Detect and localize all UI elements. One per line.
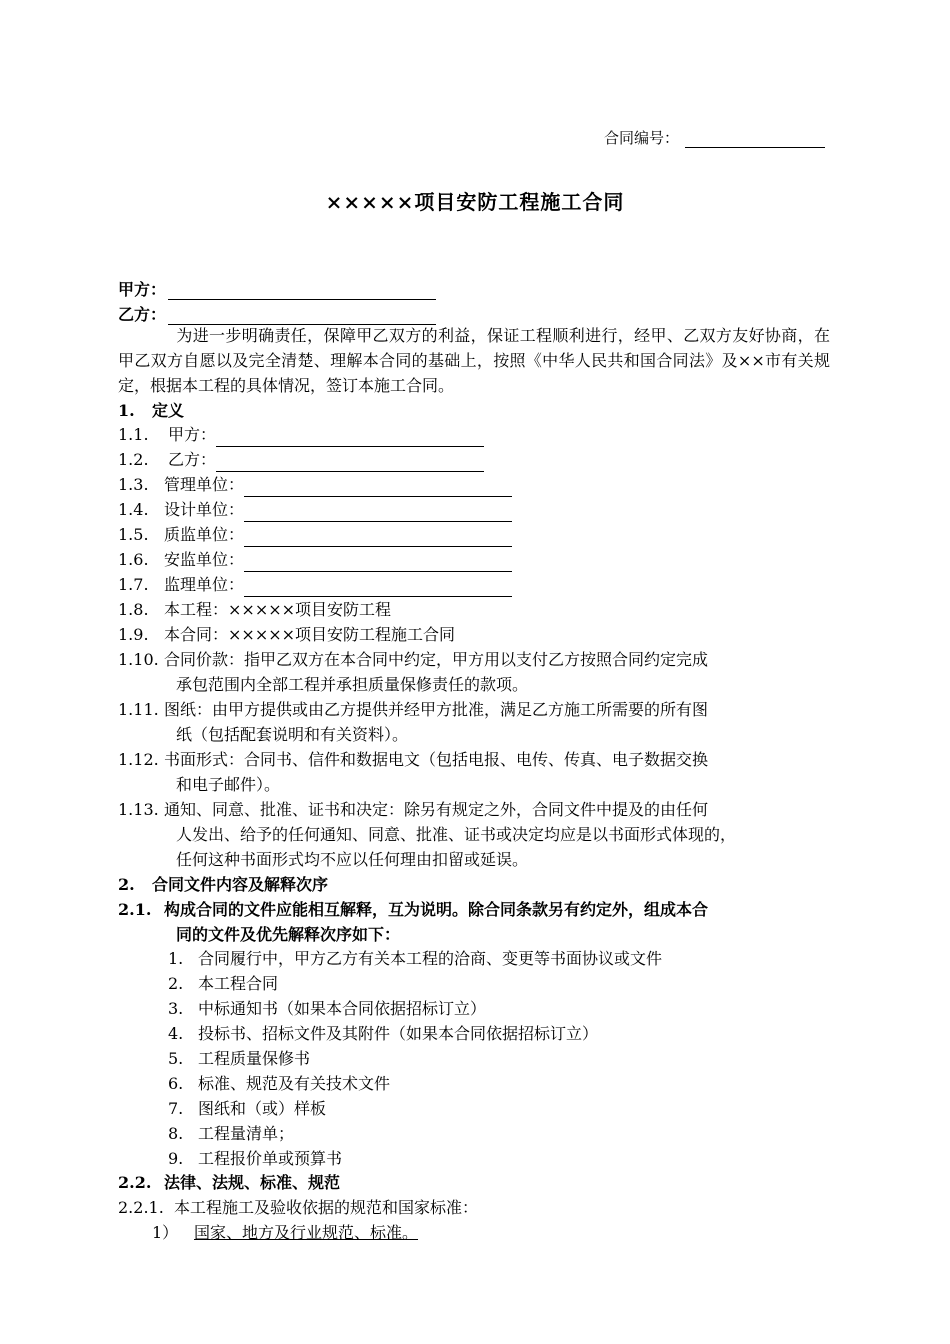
item-text: 合同价款：指甲乙双方在本合同中约定，甲方用以支付乙方按照合同约定完成 xyxy=(164,650,709,669)
list-item-number: 2. xyxy=(168,974,184,993)
section-2-2-number: 2.2. xyxy=(118,1173,152,1192)
definition-blank[interactable] xyxy=(244,554,512,572)
section-2-2-1-number: 2.2.1. xyxy=(118,1198,164,1217)
item-text: 人发出、给予的任何通知、同意、批准、证书或决定均应是以书面形式体现的， xyxy=(176,825,737,844)
list-item xyxy=(168,1046,310,1071)
list-item xyxy=(168,946,662,971)
contract-number-label: 合同编号： xyxy=(604,129,680,147)
definition-blank[interactable] xyxy=(244,479,512,497)
item-text: 书面形式：合同书、信件和数据电文（包括电报、电传、传真、电子数据交换 xyxy=(164,750,709,769)
section-2-2-1 xyxy=(118,1195,478,1220)
list-item-text: 中标通知书（如果本合同依据招标订立） xyxy=(198,999,487,1018)
section-2-1 xyxy=(118,897,708,947)
page-title: ×××××项目安防工程施工合同 xyxy=(325,190,625,214)
section-2-1-text: 构成合同的文件应能相互解释，互为说明。除合同条款另有约定外，组成本合 xyxy=(164,900,709,919)
definition-label: 本工程：×××××项目安防工程 xyxy=(164,600,392,619)
definition-blank[interactable] xyxy=(244,504,512,522)
definition-blank[interactable] xyxy=(216,454,484,472)
definition-number: 1.3. xyxy=(118,475,149,494)
item-number: 1.13. xyxy=(118,800,159,819)
list-item-text: 工程质量保修书 xyxy=(198,1049,311,1068)
item-number: 1.11. xyxy=(118,700,159,719)
list-item-number: 5. xyxy=(168,1049,184,1068)
list-item-number: 7. xyxy=(168,1099,184,1118)
definition-item xyxy=(118,622,455,647)
item-text: 图纸：由甲方提供或由乙方提供并经甲方批准，满足乙方施工所需要的所有图 xyxy=(164,700,709,719)
section-2-2-title: 法律、法规、标准、规范 xyxy=(164,1173,341,1192)
list-item xyxy=(168,971,278,996)
definition-label: 甲方： xyxy=(168,425,217,444)
list-item-text: 投标书、招标文件及其附件（如果本合同依据招标订立） xyxy=(198,1024,599,1043)
item-text: 纸（包括配套说明和有关资料）。 xyxy=(176,725,409,744)
item-number: 1.12. xyxy=(118,750,159,769)
section-1-heading xyxy=(118,398,184,423)
definition-number: 1.5. xyxy=(118,525,149,544)
definition-item xyxy=(118,497,512,522)
list-item xyxy=(168,1021,598,1046)
list-item-number: 8. xyxy=(168,1124,184,1143)
list-item-number: 3. xyxy=(168,999,184,1018)
list-item-text: 图纸和（或）样板 xyxy=(198,1099,327,1118)
definition-number: 1.1. xyxy=(118,425,149,444)
item-text: 承包范围内全部工程并承担质量保修责任的款项。 xyxy=(176,675,529,694)
list-item-number: 4. xyxy=(168,1024,184,1043)
definition-number: 1.6. xyxy=(118,550,149,569)
section-2-2-1-item xyxy=(152,1220,418,1245)
list-item-text: 工程报价单或预算书 xyxy=(198,1149,343,1168)
item-number: 1.10. xyxy=(118,650,159,669)
definition-blank[interactable] xyxy=(216,429,484,447)
definition-item xyxy=(118,547,512,572)
party-a-field xyxy=(118,277,436,300)
party-b-label: 乙方： xyxy=(118,305,167,324)
intro-paragraph xyxy=(118,323,830,398)
item-text: 任何这种书面形式均不应以任何理由扣留或延误。 xyxy=(176,850,529,869)
definition-number: 1.7. xyxy=(118,575,149,594)
list-item xyxy=(168,1096,326,1121)
list-item-text: 本工程合同 xyxy=(198,974,279,993)
list-item xyxy=(168,996,486,1021)
item-1-13 xyxy=(118,797,736,872)
party-a-label: 甲方： xyxy=(118,280,167,299)
item-1-10 xyxy=(118,647,708,697)
definition-label: 乙方： xyxy=(168,450,217,469)
list-item xyxy=(168,1071,390,1096)
definition-number: 1.2. xyxy=(118,450,149,469)
item-1-11 xyxy=(118,697,708,747)
section-1-number: 1. xyxy=(118,401,135,420)
definition-blank[interactable] xyxy=(244,529,512,547)
definition-label: 管理单位： xyxy=(164,475,245,494)
definition-number: 1.9. xyxy=(118,625,149,644)
section-1-title: 定义 xyxy=(152,401,185,420)
definition-item xyxy=(118,597,391,622)
definition-label: 设计单位： xyxy=(164,500,245,519)
contract-number xyxy=(604,127,825,148)
section-2-title: 合同文件内容及解释次序 xyxy=(152,875,329,894)
contract-number-blank[interactable] xyxy=(685,132,825,148)
definition-label: 质监单位： xyxy=(164,525,245,544)
list-item-text: 工程量清单； xyxy=(198,1124,295,1143)
section-2-2-1-text: 本工程施工及验收依据的规范和国家标准： xyxy=(174,1198,479,1217)
definition-item xyxy=(118,447,484,472)
list-item-number: 1） xyxy=(152,1223,179,1242)
list-item-number: 9. xyxy=(168,1149,184,1168)
list-item-number: 6. xyxy=(168,1074,184,1093)
section-2-1-number: 2.1. xyxy=(118,900,152,919)
definition-number: 1.4. xyxy=(118,500,149,519)
list-item-text: 合同履行中，甲方乙方有关本工程的洽商、变更等书面协议或文件 xyxy=(198,949,663,968)
definition-label: 本合同：×××××项目安防工程施工合同 xyxy=(164,625,456,644)
section-2-number: 2. xyxy=(118,875,135,894)
definition-item xyxy=(118,572,512,597)
definition-item xyxy=(118,472,512,497)
intro-text: 为进一步明确责任，保障甲乙双方的利益，保证工程顺利进行，经甲、乙双方友好协商，在甲乙双方自愿以及完全清楚、理解本合同的基础上，按照《中华人民共和国合同法》及××市有关规定，根据本工程的具体情况，签订本施工合同。 xyxy=(118,326,830,395)
list-item-number: 1. xyxy=(168,949,184,968)
definition-number: 1.8. xyxy=(118,600,149,619)
list-item xyxy=(168,1146,342,1171)
list-item xyxy=(168,1121,294,1146)
item-text: 通知、同意、批准、证书和决定：除另有规定之外，合同文件中提及的由任何 xyxy=(164,800,709,819)
item-1-12 xyxy=(118,747,708,797)
party-b-field xyxy=(118,302,436,325)
list-item-text: 国家、地方及行业规范、标准。 xyxy=(194,1223,419,1242)
definition-blank[interactable] xyxy=(244,579,512,597)
section-2-heading xyxy=(118,872,328,897)
definition-item xyxy=(118,522,512,547)
section-2-2 xyxy=(118,1170,340,1195)
definition-label: 安监单位： xyxy=(164,550,245,569)
definition-item xyxy=(118,422,484,447)
definition-label: 监理单位： xyxy=(164,575,245,594)
item-text: 和电子邮件）。 xyxy=(176,775,281,794)
party-a-blank[interactable] xyxy=(168,283,436,300)
list-item-text: 标准、规范及有关技术文件 xyxy=(198,1074,391,1093)
section-2-1-text: 同的文件及优先解释次序如下： xyxy=(176,925,401,944)
